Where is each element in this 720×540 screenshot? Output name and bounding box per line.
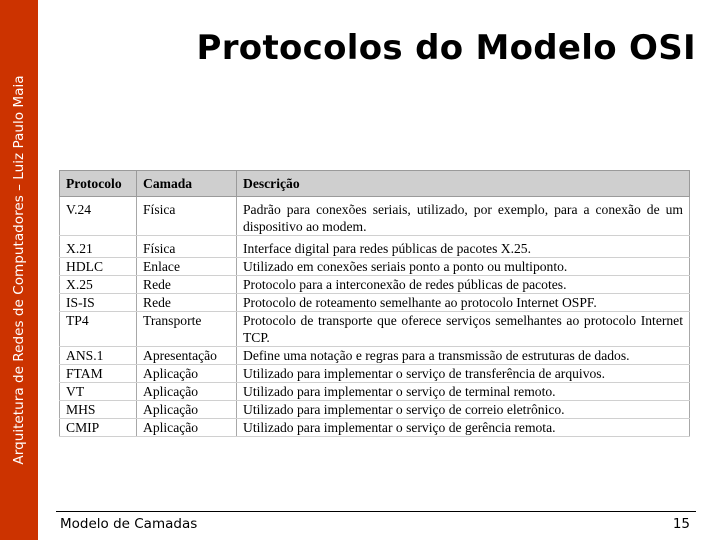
cell-protocolo: CMIP	[60, 419, 137, 437]
cell-descricao: Utilizado em conexões seriais ponto a ponto ou multiponto.	[237, 258, 690, 276]
cell-camada: Apresentação	[137, 347, 237, 365]
cell-descricao: Utilizado para implementar o serviço de terminal remoto.	[237, 383, 690, 401]
header-camada: Camada	[137, 171, 237, 197]
cell-descricao: Utilizado para implementar o serviço de gerência remota.	[237, 419, 690, 437]
cell-camada: Rede	[137, 294, 237, 312]
footer-section-title: Modelo de Camadas	[60, 516, 198, 532]
cell-protocolo: ANS.1	[60, 347, 137, 365]
cell-descricao: Protocolo de roteamento semelhante ao protocolo Internet OSPF.	[237, 294, 690, 312]
page-title: Protocolos do Modelo OSI	[196, 28, 696, 68]
cell-protocolo: X.25	[60, 276, 137, 294]
cell-protocolo: V.24	[60, 197, 137, 236]
cell-descricao: Protocolo de transporte que oferece serviços semelhantes ao protocolo Internet TCP.	[237, 312, 690, 347]
table-row	[60, 419, 690, 437]
table-row	[60, 383, 690, 401]
cell-descricao: Interface digital para redes públicas de pacotes X.25.	[237, 236, 690, 258]
cell-camada: Transporte	[137, 312, 237, 347]
cell-camada: Aplicação	[137, 401, 237, 419]
osi-protocols-table	[59, 170, 690, 437]
table-row	[60, 258, 690, 276]
cell-camada: Rede	[137, 276, 237, 294]
cell-descricao: Define uma notação e regras para a transmissão de estruturas de dados.	[237, 347, 690, 365]
cell-descricao: Utilizado para implementar o serviço de correio eletrônico.	[237, 401, 690, 419]
page-number: 15	[672, 516, 690, 532]
table-row	[60, 276, 690, 294]
table-row	[60, 401, 690, 419]
cell-protocolo: FTAM	[60, 365, 137, 383]
header-protocolo: Protocolo	[60, 171, 137, 197]
cell-protocolo: X.21	[60, 236, 137, 258]
table-header-row	[60, 171, 690, 197]
cell-camada: Física	[137, 236, 237, 258]
table-row	[60, 347, 690, 365]
cell-protocolo: MHS	[60, 401, 137, 419]
cell-camada: Aplicação	[137, 383, 237, 401]
footer-divider	[56, 511, 696, 512]
sidebar-band	[0, 0, 38, 540]
cell-protocolo: VT	[60, 383, 137, 401]
cell-descricao: Padrão para conexões seriais, utilizado, por exemplo, para a conexão de um dispositivo ao modem.	[237, 197, 690, 236]
table-row	[60, 197, 690, 236]
cell-camada: Aplicação	[137, 365, 237, 383]
cell-descricao: Protocolo para a interconexão de redes públicas de pacotes.	[237, 276, 690, 294]
table-row	[60, 312, 690, 347]
cell-protocolo: IS-IS	[60, 294, 137, 312]
cell-protocolo: HDLC	[60, 258, 137, 276]
cell-camada: Física	[137, 197, 237, 236]
sidebar-course-label: Arquitetura de Redes de Computadores – Luiz Paulo Maia	[11, 75, 27, 465]
table-row	[60, 294, 690, 312]
table-row	[60, 236, 690, 258]
header-descricao: Descrição	[237, 171, 690, 197]
cell-descricao: Utilizado para implementar o serviço de transferência de arquivos.	[237, 365, 690, 383]
cell-camada: Enlace	[137, 258, 237, 276]
cell-protocolo: TP4	[60, 312, 137, 347]
cell-camada: Aplicação	[137, 419, 237, 437]
table-row	[60, 365, 690, 383]
